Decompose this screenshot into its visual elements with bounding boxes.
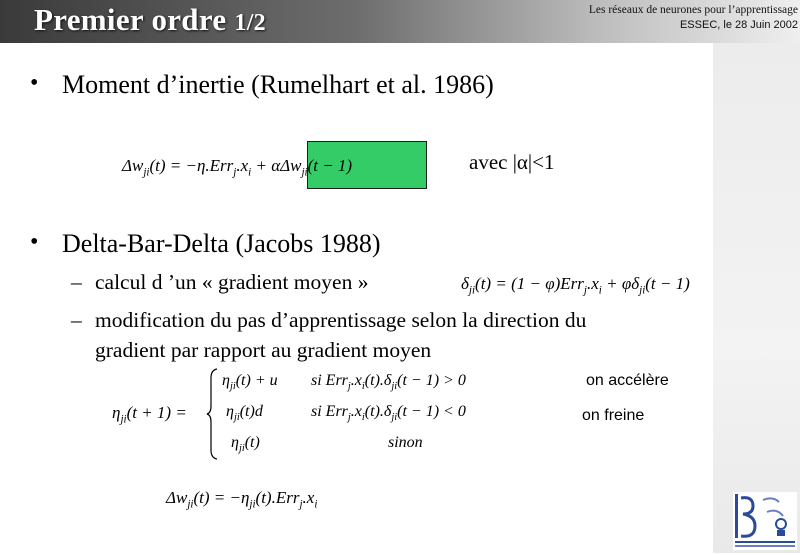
eq-part: (t) + u: [235, 372, 278, 389]
eq-sub: ji: [233, 412, 240, 424]
case3-cond: [388, 434, 423, 452]
eq-sub: ji: [120, 413, 127, 426]
eq-sub: j: [299, 498, 303, 511]
eq-part: .x: [350, 403, 362, 420]
eq-sub: i: [361, 412, 365, 424]
eq-sub: i: [598, 284, 602, 297]
subbullet-line2: gradient par rapport au gradient moyen: [95, 338, 432, 362]
eq-sub: ji: [229, 381, 236, 393]
momentum-equation: [122, 156, 352, 178]
eq-part: (t): [244, 434, 260, 451]
eq-part: δ: [461, 274, 469, 293]
eq-part: (t) = −η.Err: [149, 156, 234, 175]
eq-part: .x: [350, 372, 362, 389]
case3-expr: [231, 434, 260, 454]
piecewise-brace: [206, 368, 218, 460]
note-accelere: on accélère: [586, 372, 669, 389]
slide-title-text: Premier ordre: [34, 2, 227, 37]
eq-part: (t)d: [239, 403, 263, 420]
right-sidebar: [713, 43, 800, 553]
slide-title: [34, 2, 266, 38]
eq-part: .x: [236, 156, 249, 175]
eta-lhs: [112, 403, 187, 425]
eq-sub: j: [347, 381, 351, 393]
eq-sub: ji: [639, 284, 646, 297]
eq-part: Δw: [166, 488, 188, 507]
eq-part: (t − 1) < 0: [397, 403, 466, 420]
gradient-moyen-equation: [461, 274, 690, 296]
eq-sub: i: [314, 498, 318, 511]
eq-sub: ji: [391, 381, 398, 393]
eq-sub: i: [248, 166, 252, 179]
eq-part: (t − 1): [307, 156, 353, 175]
case1-expr: [222, 372, 278, 392]
alpha-condition: avec |α|<1: [469, 150, 555, 174]
note-freine: on freine: [582, 407, 645, 424]
course-title: Les réseaux de neurones pour l’apprentissage: [588, 4, 798, 16]
eq-part: η: [112, 403, 121, 422]
eq-sub: ji: [301, 166, 308, 179]
case2-cond: [311, 403, 466, 423]
subbullet-line1: – modification du pas d’apprentissage selon la direction du: [95, 308, 587, 332]
eq-sub: ji: [249, 498, 256, 511]
eq-part: .x: [586, 274, 599, 293]
eq-part: Δw: [122, 156, 144, 175]
eq-sub: i: [361, 381, 365, 393]
subbullet-gradient-moyen: – calcul d ’un « gradient moyen »: [95, 267, 368, 297]
eq-part: (t − 1): [645, 274, 690, 293]
eq-sub: ji: [391, 412, 398, 424]
eq-part: (t).δ: [364, 403, 392, 420]
university-logo: [733, 492, 797, 550]
eq-part: + αΔw: [255, 156, 302, 175]
logo-icon: [733, 492, 797, 550]
case2-expr: [226, 403, 263, 423]
eq-sub: j: [233, 166, 237, 179]
eq-part: (t).δ: [364, 372, 392, 389]
eq-part: .x: [302, 488, 315, 507]
eq-part: (t) = −η: [193, 488, 250, 507]
eq-part: (t + 1) =: [126, 403, 187, 422]
eq-sub: ji: [143, 166, 150, 179]
subbullet-modification-pas: [95, 305, 586, 365]
eq-part: η: [226, 403, 234, 420]
slide-number: 1/2: [234, 10, 266, 36]
eq-part: (t) = (1 − φ)Err: [475, 274, 584, 293]
header-info: [589, 3, 798, 33]
eq-sub: j: [583, 284, 587, 297]
eq-part: si Err: [311, 372, 348, 389]
eq-sub: ji: [468, 284, 476, 297]
eq-sub: ji: [187, 498, 194, 511]
case1-cond: [311, 372, 466, 392]
eq-part: η: [231, 434, 239, 451]
eq-part: si Err: [311, 403, 348, 420]
course-date: ESSEC, le 28 Juin 2002: [679, 19, 798, 31]
final-equation: [166, 488, 317, 510]
eq-part: + φδ: [606, 274, 640, 293]
eq-part: η: [222, 372, 230, 389]
bullet-delta-bar-delta: • Delta-Bar-Delta (Jacobs 1988): [62, 229, 381, 259]
eq-part: (t).Err: [255, 488, 300, 507]
eq-part: (t − 1) > 0: [397, 372, 466, 389]
header-bar: [0, 0, 800, 43]
eq-part: sinon: [388, 434, 423, 451]
eq-sub: j: [347, 412, 351, 424]
bullet-moment-inertie: • Moment d’inertie (Rumelhart et al. 1986): [62, 70, 494, 100]
eq-sub: ji: [238, 443, 245, 455]
